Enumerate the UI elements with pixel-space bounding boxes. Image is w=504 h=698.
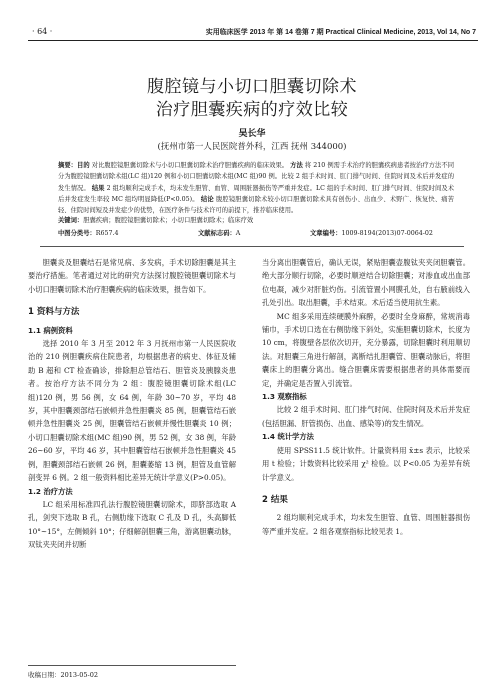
result-label: 结果 bbox=[91, 184, 105, 192]
section-1-2-heading: 1.2 治疗方法 bbox=[28, 486, 73, 496]
clc-field bbox=[58, 228, 119, 237]
running-header bbox=[28, 22, 478, 41]
intro-paragraph: 胆囊炎及胆囊结石是常见病、多发病，手术切除胆囊是其主要治疗措施。笔者通过对比的研究方法探讨腹腔镜胆囊切除术与小切口胆囊切除术治疗胆囊疾病的临床效果，报告如下。 bbox=[28, 258, 236, 294]
article-title-line-2: 治疗胆囊疾病的疗效比较 bbox=[155, 100, 349, 120]
article-number-field bbox=[310, 228, 433, 237]
section-1-2-paragraph: LC 组采用标准四孔法行腹腔镜胆囊切除术，即脐部选取 A 孔，剑突下选取 B 孔，右侧肋缘下选取 C 孔及 D 孔，头高脚低 10°~15°，左侧倾斜 10°；仔细解剖胆囊三角，游离胆囊动脉，双钛夹夹闭并切断 bbox=[28, 499, 236, 550]
method-label: 方法 bbox=[290, 162, 303, 169]
objective-label: 目的 bbox=[77, 162, 90, 169]
objective-text: 对比腹腔镜胆囊切除术与小切口胆囊切除术治疗胆囊疾病的临床效果。 bbox=[91, 162, 289, 169]
abstract-divider bbox=[40, 246, 464, 247]
article-number-label: 文章编号： bbox=[310, 230, 342, 237]
doc-code-field bbox=[198, 228, 240, 237]
doc-code-label: 文献标志码： bbox=[198, 230, 236, 237]
section-1-3-paragraph: 比较 2 组手术时间、肛门排气时间、住院时间及术后并发症(包括胆漏、肝管损伤、出血、感染等)的发生情况。 bbox=[262, 405, 470, 428]
conclusion-label: 结论 bbox=[200, 195, 214, 203]
clc-label: 中图分类号： bbox=[58, 230, 96, 237]
section-1-2-mc-paragraph: MC 组多采用连续硬膜外麻醉，必要时全身麻醉，常规消毒铺巾，手术切口选在右侧肋缘下斜处，实施胆囊切除术，长度为 10 cm，将腹壁各层依次切开，充分暴露，切除胆囊时利用顺切法。对胆囊三角进行解剖，离断结扎胆囊管、胆囊动脉后，将胆囊床上的胆囊分离出。缝合胆囊床需要根据患者的具体需要而定，并确定是否置入引流管。 bbox=[262, 311, 470, 388]
result-text: 2 组均顺利完成手术，均未发生胆管、血管、周围脏器损伤等严重并发症。LC 组的手术时间、肛门排气时间、住院时间及术后并发症发生率较 MC 组均明显降低(P<0.05)。 bbox=[58, 184, 454, 203]
section-1-heading: 1 资料与方法 bbox=[28, 307, 80, 318]
conclusion-text: 腹腔镜胆囊切除术较小切口胆囊切除术具有创伤小、出血少、术野广、恢复快、痛苦轻、住院时间短及并发症少的优势，在医疗条件与技术许可的前提下，推荐临床使用。 bbox=[58, 195, 455, 215]
author: 吴长华 bbox=[238, 129, 266, 139]
doc-code-value: A bbox=[235, 230, 241, 237]
received-date: 收稿日期：2013-05-02 bbox=[28, 665, 236, 679]
abstract-label: 摘要： bbox=[58, 162, 78, 169]
journal-citation: 实用临床医学 2013 年 第 14 卷第 7 期 Practical Clinical Medicine, 2013, Vol 14, No 7 bbox=[205, 29, 476, 36]
article-title-line-1: 腹腔镜与小切口胆囊切除术 bbox=[147, 77, 357, 97]
section-2-paragraph: 2 组均顺利完成手术，均未发生胆管、血管、周围脏器损伤等严重并发症。2 组各观察指标比较见表 1。 bbox=[262, 513, 470, 536]
section-1-4-heading: 1.4 统计学方法 bbox=[262, 432, 314, 442]
clc-value: R657.4 bbox=[95, 230, 119, 237]
keywords bbox=[58, 215, 454, 224]
keywords-text: 胆囊疾病；腹腔镜胆囊切除术；小切口胆囊切除术；临床疗效 bbox=[83, 217, 254, 224]
section-1-1-heading: 1.1 病例资料 bbox=[28, 325, 73, 335]
method-text: 将 210 例需手术治疗的胆囊疾病患者按治疗方法不同分为腹腔镜胆囊切除术组(LC 组)120 例和小切口胆囊切除术组(MC 组)90 例。比较 2 组手术时间、肛门排气时间、住院时间及术后并发症的发生情况。 bbox=[58, 162, 454, 192]
keywords-label: 关键词： bbox=[58, 217, 84, 224]
section-1-3-heading: 1.3 观察指标 bbox=[262, 392, 307, 402]
left-column bbox=[28, 256, 236, 552]
section-1-2-continued: 当分离出胆囊管后，确认无误，紧贴胆囊壶腹钛夹夹闭胆囊管。绝大部分顺行切除，必要时顺逆结合切除胆囊；对渗血或出血部位电凝，减少对肝脏灼伤。引流管置小网膜孔处，自右腋前线入孔处引出。取出胆囊，手术结束。术后适当使用抗生素。 bbox=[262, 258, 470, 308]
section-1-1-paragraph: 选择 2010 年 3 月至 2012 年 3 月抚州市第一人民医院收治的 210 例胆囊疾病住院患者，均根据患者的病史、体征及辅助 B 超和 CT 检查确诊，排除胆总管结石、胆管炎及胰腺炎患者。按治疗方法不同分为 2 组：腹腔镜胆囊切除术组(LC 组)120 例，男 56 例，女 64 例，年龄 30~70 岁，平均 48 岁，其中胆囊颈部结石嵌顿并急性胆囊炎 85 例，胆囊管结石嵌顿并急性胆囊炎 25 例，胆囊管结石嵌顿并慢性胆囊炎 10 例；小切口胆囊切除术组(MC 组)90 例，男 52 例，女 38 例，年龄 26~60 岁，平均 46 岁，其中胆囊管结石嵌顿并急性胆囊炎 45 例，胆囊颈部结石嵌顿 26 例，胆囊萎缩 13 例，胆管及血管解剖变异 6 例。2 组一般资料相比差异无统计学意义(P>0.05)。 bbox=[28, 339, 236, 483]
article-number-value: 1009-8194(2013)07-0064-02 bbox=[341, 230, 433, 237]
section-2-heading: 2 结果 bbox=[262, 494, 288, 505]
right-column bbox=[262, 256, 470, 538]
section-1-4-paragraph: 使用 SPSS11.5 统计软件。计量资料用 x̄±s 表示，比较采用 t 检验；计数资料比较采用 χ² 检验。以 P<0.05 为差异有统计学意义。 bbox=[262, 445, 470, 482]
affiliation: (抚州市第一人民医院普外科，江西 抚州 344000) bbox=[157, 142, 347, 152]
page-number: · 64 · bbox=[32, 27, 53, 36]
abstract bbox=[58, 160, 454, 216]
